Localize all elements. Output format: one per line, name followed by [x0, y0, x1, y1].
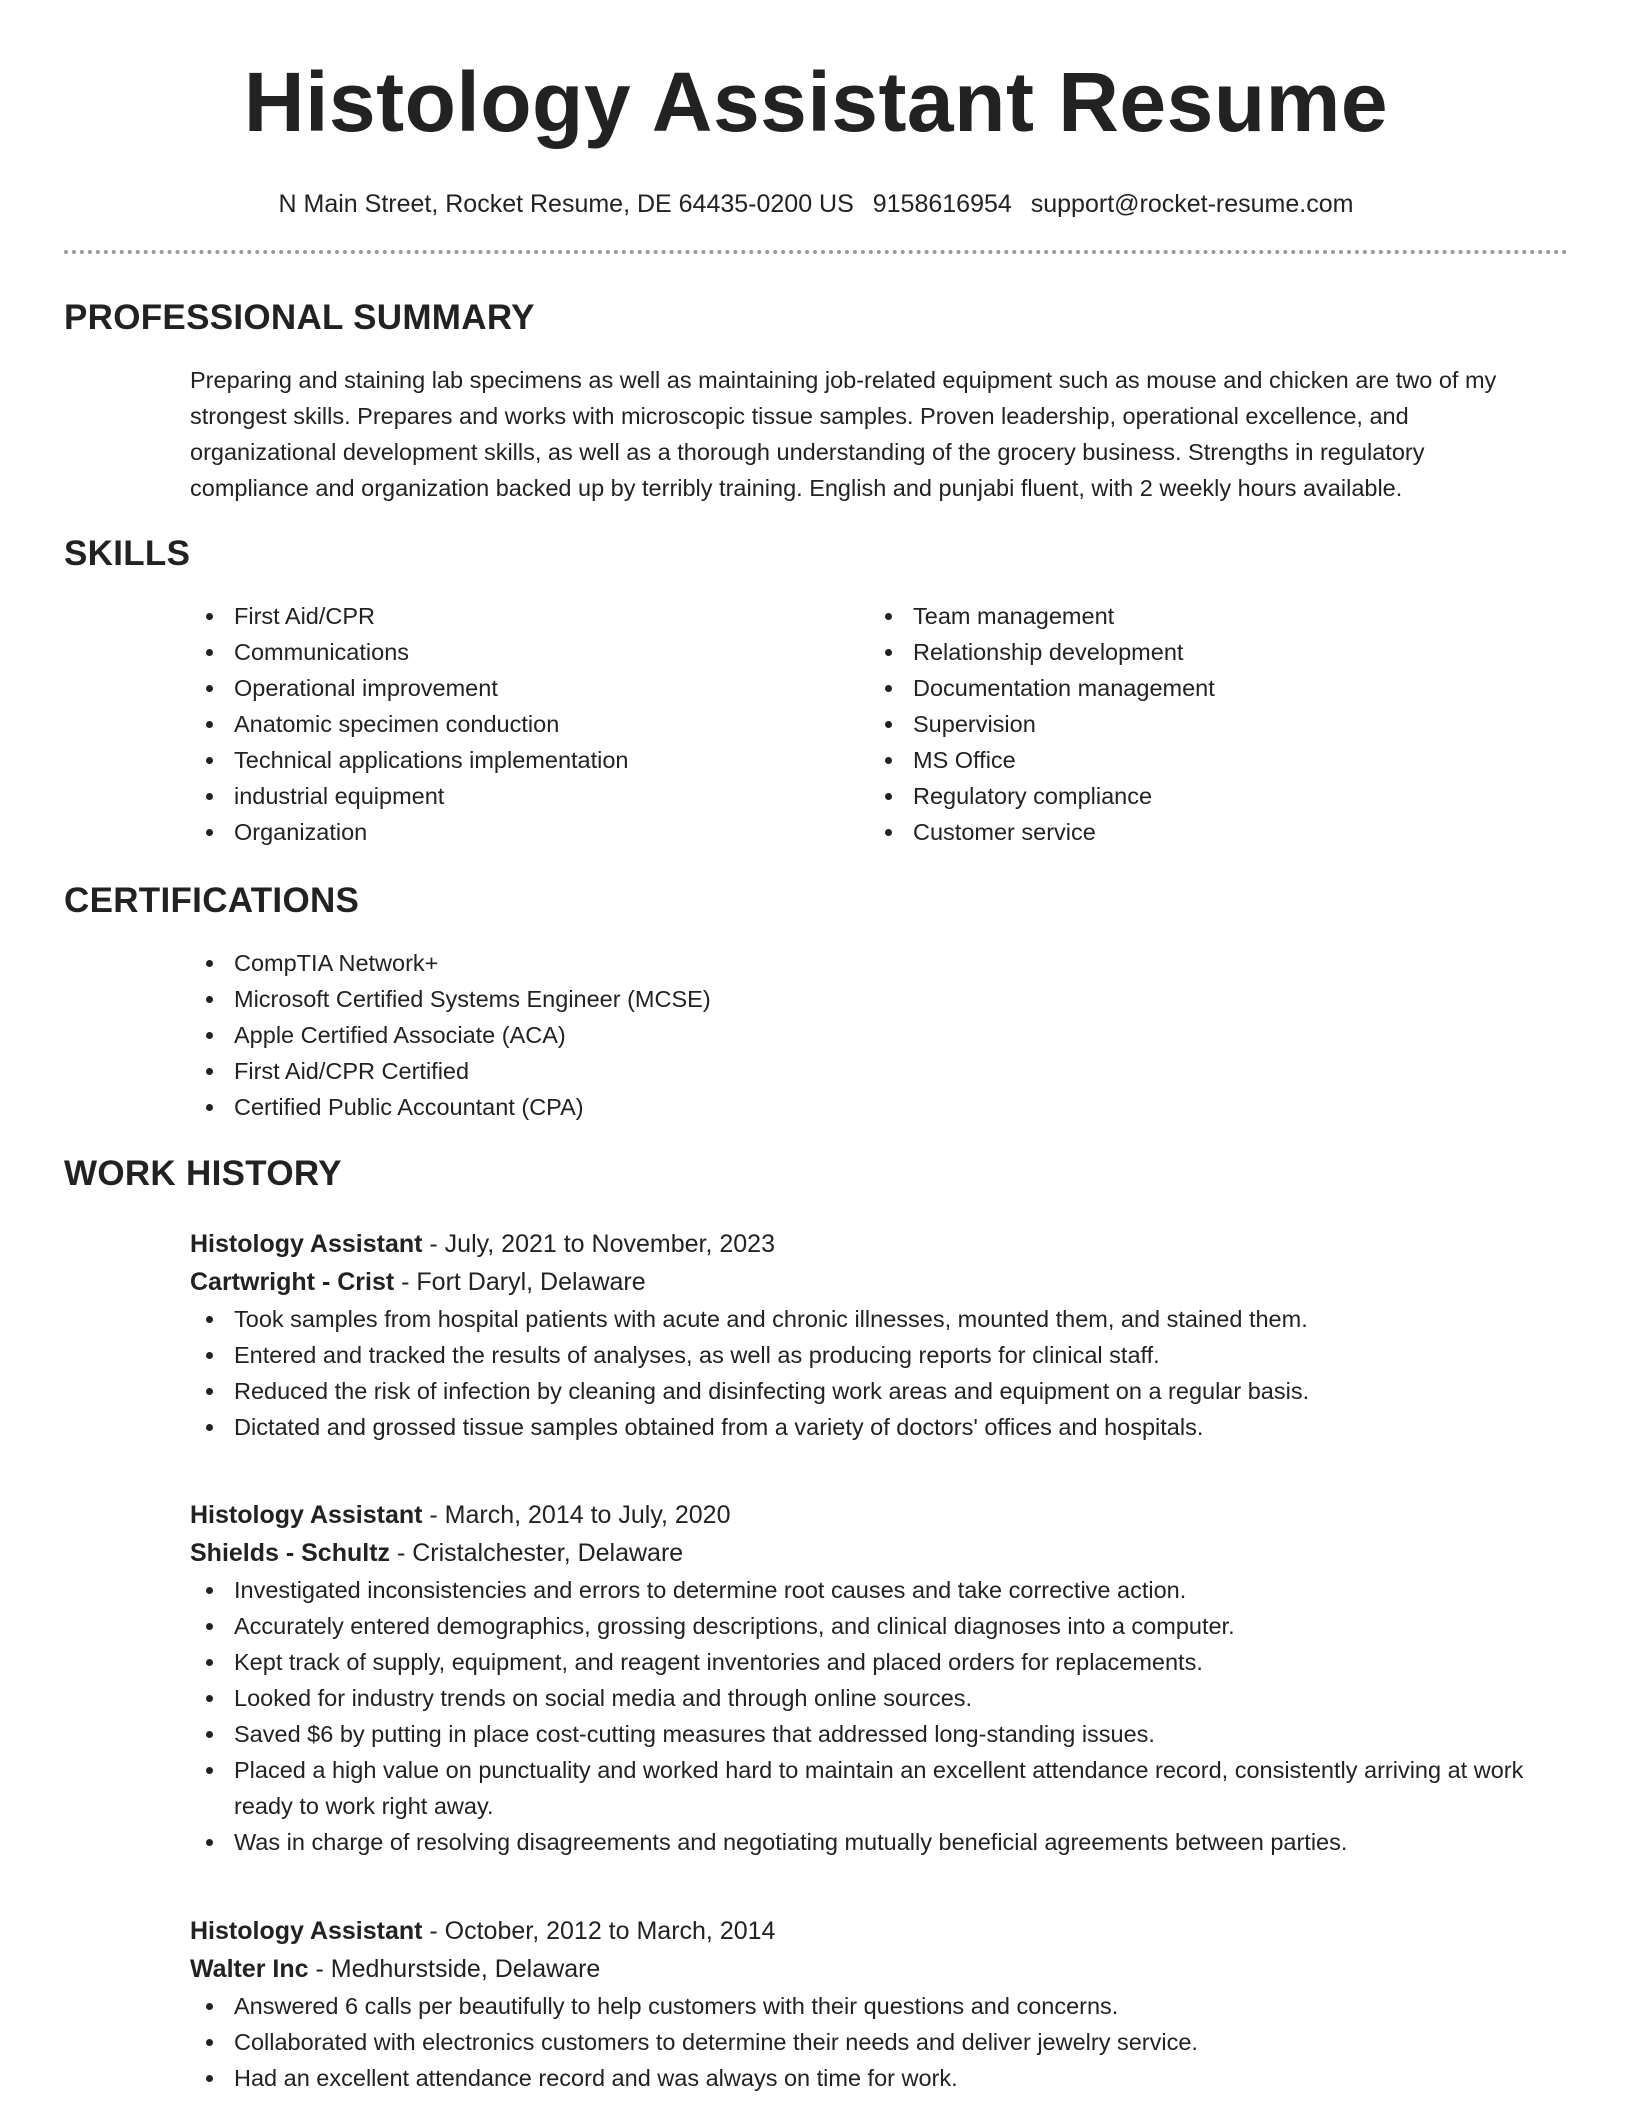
job-duty: Had an excellent attendance record and was always on time for work. — [190, 2060, 1550, 2096]
skill-item: industrial equipment — [190, 778, 850, 814]
job-duty: Dictated and grossed tissue samples obtained from a variety of doctors' offices and hospitals. — [190, 1409, 1550, 1445]
skill-item: Operational improvement — [190, 670, 850, 706]
job-duties-list — [190, 1572, 1550, 1860]
certifications-column — [190, 945, 1090, 1125]
job-duty: Placed a high value on punctuality and worked hard to maintain an excellent attendance record, consistently arriving at work ready to work right away. — [190, 1752, 1550, 1824]
job-duty: Collaborated with electronics customers to determine their needs and deliver jewelry service. — [190, 2024, 1550, 2060]
skill-item: Organization — [190, 814, 850, 850]
skill-item: Relationship development — [869, 634, 1529, 670]
job-company: Cartwright - Crist — [190, 1268, 395, 1296]
section-title-skills: SKILLS — [64, 534, 191, 573]
job-location: - Fort Daryl, Delaware — [394, 1268, 646, 1296]
job-dates: - July, 2021 to November, 2023 — [422, 1230, 775, 1258]
job-role: Histology Assistant — [190, 1917, 423, 1945]
job-duty: Kept track of supply, equipment, and reagent inventories and placed orders for replacements. — [190, 1644, 1550, 1680]
job-duty: Investigated inconsistencies and errors to determine root causes and take corrective action. — [190, 1572, 1550, 1608]
job-entry — [190, 1912, 1550, 2096]
skill-item: Documentation management — [869, 670, 1529, 706]
skills-column-right — [869, 598, 1529, 850]
job-dates: - March, 2014 to July, 2020 — [422, 1501, 731, 1529]
summary-text: Preparing and staining lab specimens as well as maintaining job-related equipment such as mouse and chicken are two of my strongest skills. Prepares and works with microscopic tissue samples. Proven leadership, operational excellence, and organizational development skills, as well as a thorough understanding of the grocery business. Strengths in regulatory compliance and organization backed up by terribly training. English and punjabi fluent, with 2 weekly hours available. — [190, 367, 1497, 501]
job-company-line — [190, 1534, 1550, 1572]
job-title-line — [190, 1225, 1550, 1263]
job-dates: - October, 2012 to March, 2014 — [422, 1917, 776, 1945]
skill-item: Communications — [190, 634, 850, 670]
job-location: - Medhurstside, Delaware — [308, 1955, 601, 1983]
job-duties-list — [190, 1301, 1550, 1445]
certification-item: Certified Public Accountant (CPA) — [190, 1089, 1090, 1125]
skill-item: MS Office — [869, 742, 1529, 778]
skill-item: Team management — [869, 598, 1529, 634]
job-entry — [190, 1225, 1550, 1445]
skills-column-left — [190, 598, 850, 850]
job-company-line — [190, 1950, 1550, 1988]
skill-item: First Aid/CPR — [190, 598, 850, 634]
skills-list-right — [869, 598, 1529, 850]
job-duty: Reduced the risk of infection by cleaning and disinfecting work areas and equipment on a regular basis. — [190, 1373, 1550, 1409]
contact-address: N Main Street, Rocket Resume, DE 64435-0200 US — [278, 190, 854, 218]
job-duty: Accurately entered demographics, grossing descriptions, and clinical diagnoses into a computer. — [190, 1608, 1550, 1644]
skills-list-left — [190, 598, 850, 850]
job-title-line — [190, 1496, 1550, 1534]
job-duty: Saved $6 by putting in place cost-cutting measures that addressed long-standing issues. — [190, 1716, 1550, 1752]
job-title-line — [190, 1912, 1550, 1950]
job-company: Walter Inc — [190, 1955, 309, 1983]
section-title-work-history: WORK HISTORY — [64, 1154, 342, 1193]
contact-email: support@rocket-resume.com — [1030, 190, 1354, 218]
job-duties-list — [190, 1988, 1550, 2096]
skill-item: Supervision — [869, 706, 1529, 742]
job-duty: Was in charge of resolving disagreements and negotiating mutually beneficial agreements between parties. — [190, 1824, 1550, 1860]
resume-title: Histology Assistant Resume — [243, 55, 1389, 149]
certification-item: CompTIA Network+ — [190, 945, 1090, 981]
skill-item: Regulatory compliance — [869, 778, 1529, 814]
job-company-line — [190, 1263, 1550, 1301]
certifications-list — [190, 945, 1090, 1125]
skill-item: Anatomic specimen conduction — [190, 706, 850, 742]
job-role: Histology Assistant — [190, 1230, 423, 1258]
header-divider — [64, 250, 1568, 254]
job-role: Histology Assistant — [190, 1501, 423, 1529]
skill-item: Customer service — [869, 814, 1529, 850]
section-title-certifications: CERTIFICATIONS — [64, 881, 360, 920]
job-location: - Cristalchester, Delaware — [390, 1539, 684, 1567]
job-duty: Took samples from hospital patients with acute and chronic illnesses, mounted them, and stained them. — [190, 1301, 1550, 1337]
certification-item: Apple Certified Associate (ACA) — [190, 1017, 1090, 1053]
job-duty: Entered and tracked the results of analyses, as well as producing reports for clinical staff. — [190, 1337, 1550, 1373]
job-duty: Looked for industry trends on social media and through online sources. — [190, 1680, 1550, 1716]
resume-header — [64, 52, 1568, 220]
skill-item: Technical applications implementation — [190, 742, 850, 778]
section-title-summary: PROFESSIONAL SUMMARY — [64, 298, 535, 337]
contact-info — [64, 188, 1568, 220]
job-company: Shields - Schultz — [190, 1539, 391, 1567]
job-entry — [190, 1496, 1550, 1860]
job-duty: Answered 6 calls per beautifully to help customers with their questions and concerns. — [190, 1988, 1550, 2024]
certification-item: Microsoft Certified Systems Engineer (MCSE) — [190, 981, 1090, 1017]
contact-phone: 9158616954 — [872, 190, 1012, 218]
certification-item: First Aid/CPR Certified — [190, 1053, 1090, 1089]
